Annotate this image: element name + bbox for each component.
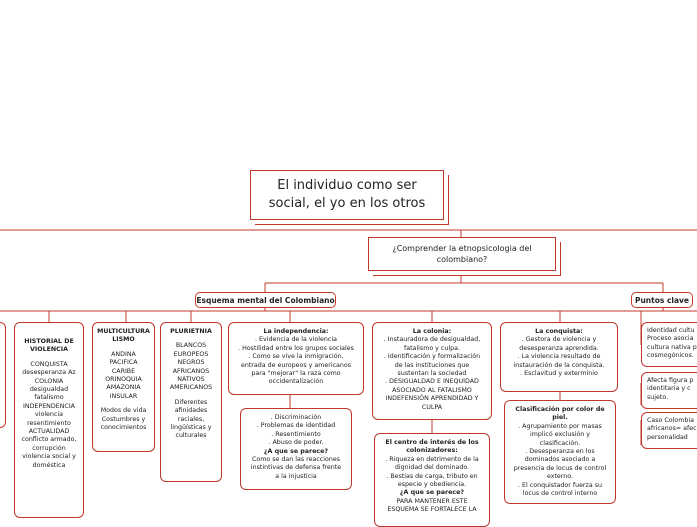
text-line: conocimientos <box>100 424 147 432</box>
text-line: conflicto armado, <box>21 436 77 444</box>
branch-esquema-mental[interactable] <box>195 292 336 308</box>
text-line: . El conquistador fuerza su <box>518 481 602 489</box>
text-line: afinidades <box>174 407 208 415</box>
text-line: CULPA <box>421 403 443 411</box>
text-line: lingüísticas y <box>170 424 212 432</box>
branch-esquema-label: Esquema mental del Colombiano <box>196 295 335 305</box>
colonia-title: La colonia: <box>412 328 452 335</box>
branch-puntos-label: Puntos clave <box>634 295 690 305</box>
text-line: desigualdad <box>29 386 69 394</box>
text-line: ASOCIADO AL FATALISMO <box>392 386 472 394</box>
text-line: doméstica <box>32 461 66 469</box>
text-line: COLONIA <box>34 377 64 385</box>
multicultu-lines <box>97 351 150 401</box>
text-line: clasificación. <box>539 439 581 447</box>
topic-centro-interes[interactable] <box>374 433 490 527</box>
text-line: . DESIGUALDAD E INEQUIDAD <box>385 378 479 386</box>
centro-lines <box>379 456 485 490</box>
text-line: identitaria y c <box>647 385 691 393</box>
text-line: Proceso asocia <box>647 335 694 343</box>
text-line: INSULAR <box>109 392 138 400</box>
text-line: CARIBE <box>111 367 136 375</box>
text-line: . Identificación y formalización <box>383 353 481 361</box>
text-line: NEGROS <box>177 359 205 367</box>
text-line: Afecta figura p <box>647 377 694 384</box>
text-line: Como se dan las reacciones <box>252 456 340 464</box>
plurietnia-extra <box>165 399 217 441</box>
topic-punto-3[interactable] <box>641 412 697 449</box>
text-line: BLANCOS <box>175 342 207 350</box>
topic-plurietnia[interactable] <box>160 322 222 482</box>
main-question-text: ¿Comprender la etnopsicologia del colombiano? <box>392 244 532 264</box>
multicultu-extra <box>97 407 150 432</box>
discriminacion-lines <box>245 414 347 448</box>
text-line: AFRICANOS <box>172 367 210 375</box>
text-line: resentimiento <box>27 419 71 427</box>
text-line: AMERICANOS <box>169 384 213 392</box>
text-line: entrada de europeos y americanos <box>240 361 352 369</box>
conquista-lines <box>505 336 613 378</box>
topic-historial-violencia[interactable] <box>14 322 84 518</box>
independencia-lines <box>233 336 359 386</box>
centro-answer <box>379 498 485 515</box>
text-line: INDEFENSIÓN APRENDIDAD Y <box>385 395 479 403</box>
text-line: externo. <box>546 473 574 481</box>
text-line: CONQUISTA <box>30 360 68 368</box>
root-topic[interactable] <box>250 170 444 220</box>
text-line: . Bestias de carga, tributo en <box>386 472 478 480</box>
text-line: instintivas de defensa frente <box>250 464 342 472</box>
offscreen-topic-left[interactable] <box>0 322 6 428</box>
text-line: desesperanza Az <box>22 369 76 377</box>
text-line: sustentan la sociedad <box>397 370 467 378</box>
root-title-line1: El individuo como ser <box>277 178 417 193</box>
topic-punto-1[interactable] <box>641 322 697 367</box>
discriminacion-question: ¿A que se parece? <box>263 447 329 455</box>
colonia-lines <box>377 336 487 412</box>
discriminacion-answer <box>245 456 347 481</box>
plurietnia-lines <box>165 342 217 392</box>
text-line: Identidad cultu <box>647 327 695 334</box>
punto-3-lines <box>647 417 697 442</box>
clasificacion-title <box>509 406 611 423</box>
text-line: EUROPEOS <box>173 350 209 358</box>
text-line: para "mejorar" la raza como <box>251 370 341 378</box>
text-line: . Como se vive la inmigración, <box>248 353 344 361</box>
text-line: . Riqueza en detrimento de la <box>385 455 479 463</box>
text-line: raciales, <box>177 415 205 423</box>
text-line: fatalismo y culpa. <box>404 344 460 352</box>
text-line: NATIVOS <box>177 376 205 384</box>
text-line: ANDINA <box>111 350 136 358</box>
main-question-topic[interactable] <box>368 237 556 271</box>
topic-colonia[interactable] <box>372 322 492 420</box>
text-line: culturales <box>175 432 207 440</box>
text-line: colonizadores: <box>406 447 458 455</box>
text-line: . Agrupamiento por masas <box>518 422 602 430</box>
text-line: El centro de interés de los <box>385 439 479 446</box>
topic-conquista[interactable] <box>500 322 618 392</box>
independencia-title: La independencia: <box>263 328 329 335</box>
text-line: . Problemas de identidad <box>256 422 336 430</box>
topic-clasificacion[interactable] <box>504 400 616 504</box>
topic-punto-2[interactable] <box>641 372 697 409</box>
text-line: . Instauradora de desigualdad, <box>383 336 481 344</box>
text-line: cultura nativa p <box>647 343 697 351</box>
text-line: . La violencia resultado de <box>517 353 601 361</box>
text-line: cosmogónicos. <box>647 352 694 360</box>
text-line: Diferentes <box>174 398 208 406</box>
branch-puntos-clave[interactable] <box>631 292 693 308</box>
text-line: implicó exclusión y <box>530 431 590 439</box>
clasificacion-lines <box>509 423 611 499</box>
text-line: violencia <box>34 411 63 419</box>
text-line: presencia de locus de control <box>513 464 607 472</box>
text-line: sujeto. <box>647 393 669 401</box>
text-line: . Esclavitud y exterminio <box>520 370 598 378</box>
text-line: de las instituciones que <box>394 361 470 369</box>
text-line: africanos= afec <box>647 425 697 433</box>
text-line: especie y obediencia. <box>397 481 467 489</box>
root-title-line2: social, el yo en los otros <box>268 196 426 211</box>
text-line: dominados asociado a <box>524 456 596 464</box>
text-line: . Resentimiento <box>271 430 321 438</box>
text-line: . Hostilidad entre los grupos sociales <box>238 344 354 352</box>
text-line: PACIFICA <box>109 359 138 367</box>
text-line: violencia social y <box>22 453 76 461</box>
text-line: a la injusticia <box>275 472 317 480</box>
text-line: piel. <box>552 414 568 422</box>
text-line: instauración de la conquista. <box>513 361 605 369</box>
text-line: occidentalización <box>268 378 324 386</box>
topic-discriminacion[interactable] <box>240 408 352 490</box>
text-line: ACTUALIDAD <box>28 428 70 436</box>
text-line: INDEPENDENCIA <box>23 402 75 410</box>
centro-question: ¿A que se parece? <box>399 489 465 497</box>
text-line: desesperanza aprendida. <box>519 344 599 352</box>
text-line: . Abuso de poder. <box>268 439 324 447</box>
text-line: ORINOQUIA <box>105 376 142 384</box>
text-line: ESQUEMA SE FORTALECE LA <box>387 506 477 514</box>
text-line: AMAZONIA <box>106 384 141 392</box>
text-line: . Evidencia de la violencia <box>255 336 337 344</box>
text-line: personalidad <box>647 433 688 441</box>
punto-2-lines <box>647 377 697 402</box>
text-line: Modos de vida <box>100 407 147 415</box>
historial-lines <box>19 361 79 470</box>
text-line: Costumbres y <box>101 415 146 423</box>
historial-title: HISTORIAL DE VIOLENCIA <box>24 338 74 354</box>
text-line: fatalismo <box>34 394 64 402</box>
punto-1-lines <box>647 327 697 361</box>
conquista-title: La conquista: <box>535 328 583 335</box>
topic-independencia[interactable] <box>228 322 364 395</box>
centro-title <box>379 439 485 456</box>
text-line: Clasificación por color de <box>515 406 605 413</box>
text-line: . Gestora de violencia y <box>521 336 597 344</box>
text-line: . Desesperanza en los <box>525 448 595 456</box>
text-line: corrupción <box>32 444 66 452</box>
text-line: PARA MANTENER ESTE <box>396 497 468 505</box>
topic-multiculturalismo[interactable] <box>92 322 155 452</box>
text-line: locus de control interno <box>522 490 598 498</box>
multicultu-title: MULTICULTURALISMO <box>97 328 150 344</box>
text-line: . Discriminación <box>270 414 322 421</box>
text-line: dignidad del dominado. <box>394 464 470 472</box>
text-line: Caso Colombia <box>647 417 694 424</box>
plurietnia-title: PLURIETNIA <box>170 328 212 335</box>
